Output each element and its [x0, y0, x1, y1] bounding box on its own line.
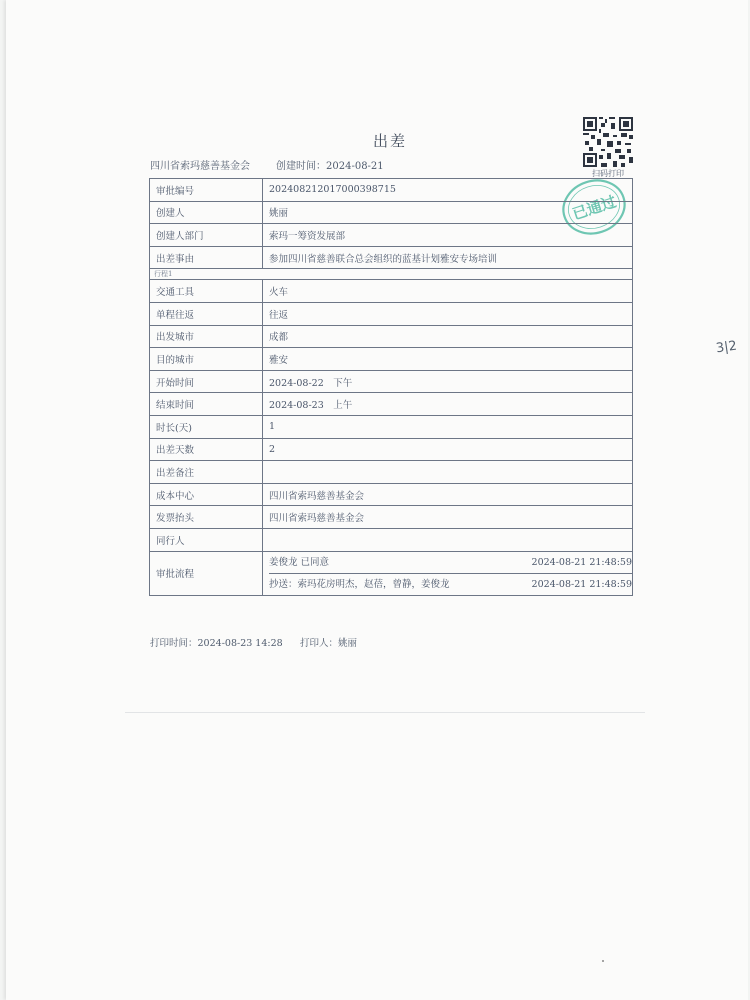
print-time-value: 2024-08-23 14:28	[197, 638, 283, 649]
print-user-value: 姚丽	[338, 638, 358, 649]
created-time	[276, 157, 384, 172]
field-value: 成都	[263, 325, 633, 348]
field-value: 2024-08-22 下午	[263, 370, 633, 393]
field-label: 成本中心	[150, 483, 263, 506]
table-row	[150, 325, 633, 348]
approval-flow-row	[150, 551, 633, 595]
field-label: 出差事由	[150, 246, 263, 269]
section-label: 行程1	[150, 269, 633, 280]
field-label: 同行人	[150, 528, 263, 551]
section-header	[150, 269, 633, 280]
qr-caption: 扫码打印	[592, 169, 624, 178]
table-row	[150, 370, 633, 393]
approval-step	[269, 573, 632, 595]
field-label: 出差天数	[150, 438, 263, 461]
field-value: 往返	[263, 302, 633, 325]
stamp-text: 已通过	[570, 192, 619, 224]
approval-step-text: 姜俊龙 已同意	[269, 556, 330, 568]
field-value: 2024-08-23 上午	[263, 393, 633, 416]
table-row	[150, 246, 633, 269]
print-time-label: 打印时间：	[150, 638, 198, 649]
approval-step-time: 2024-08-21 21:48:59	[531, 578, 632, 590]
field-label: 目的城市	[150, 348, 263, 371]
field-value: 四川省索玛慈善基金会	[263, 506, 633, 529]
print-user-label: 打印人：	[300, 638, 339, 649]
field-value: 索玛一筹资发展部	[263, 224, 633, 247]
print-time	[150, 635, 283, 649]
print-user	[300, 635, 357, 649]
table-row	[150, 528, 633, 551]
field-value	[263, 461, 633, 484]
document-title: 出差	[372, 132, 407, 150]
field-label: 出差备注	[150, 461, 263, 484]
field-label: 单程往返	[150, 302, 263, 325]
handwritten-margin-note: 3|2	[715, 338, 738, 357]
scan-speck	[602, 960, 604, 962]
table-row	[150, 438, 633, 461]
table-row	[150, 280, 633, 303]
table-row	[150, 201, 633, 224]
approval-form-table	[149, 178, 633, 596]
approval-step-text: 抄送：索玛花房明杰，赵蓓，曾静，姜俊龙	[269, 578, 450, 590]
table-row	[150, 224, 633, 247]
field-value: 姚丽	[263, 201, 633, 224]
field-value: 参加四川省慈善联合总会组织的蓝基计划雅安专场培训	[263, 246, 633, 269]
field-value: 火车	[263, 280, 633, 303]
table-row	[150, 483, 633, 506]
table-row	[150, 393, 633, 416]
table-row	[150, 302, 633, 325]
divider	[125, 712, 645, 713]
field-value: 2	[263, 438, 633, 461]
field-value: 1	[263, 415, 633, 438]
table-row	[150, 348, 633, 371]
table-row	[150, 506, 633, 529]
field-value	[263, 528, 633, 551]
table-row	[150, 179, 633, 202]
approval-step-time: 2024-08-21 21:48:59	[531, 556, 632, 568]
created-date: 2024-08-21	[326, 161, 384, 172]
field-value: 雅安	[263, 348, 633, 371]
organization-name: 四川省索玛慈善基金会	[150, 161, 250, 172]
field-label: 交通工具	[150, 280, 263, 303]
qr-code-icon	[583, 117, 633, 167]
field-label: 开始时间	[150, 370, 263, 393]
field-label: 时长(天)	[150, 415, 263, 438]
field-value: 202408212017000398715	[263, 179, 633, 202]
created-label: 创建时间：	[276, 161, 326, 172]
field-label: 结束时间	[150, 393, 263, 416]
field-label: 创建人部门	[150, 224, 263, 247]
field-label: 出发城市	[150, 325, 263, 348]
field-label: 创建人	[150, 201, 263, 224]
field-label: 发票抬头	[150, 506, 263, 529]
approval-flow	[263, 551, 633, 595]
field-label: 审批流程	[150, 551, 263, 595]
table-row	[150, 415, 633, 438]
approval-step	[269, 552, 632, 573]
field-value: 四川省索玛慈善基金会	[263, 483, 633, 506]
table-row	[150, 461, 633, 484]
field-label: 审批编号	[150, 179, 263, 202]
